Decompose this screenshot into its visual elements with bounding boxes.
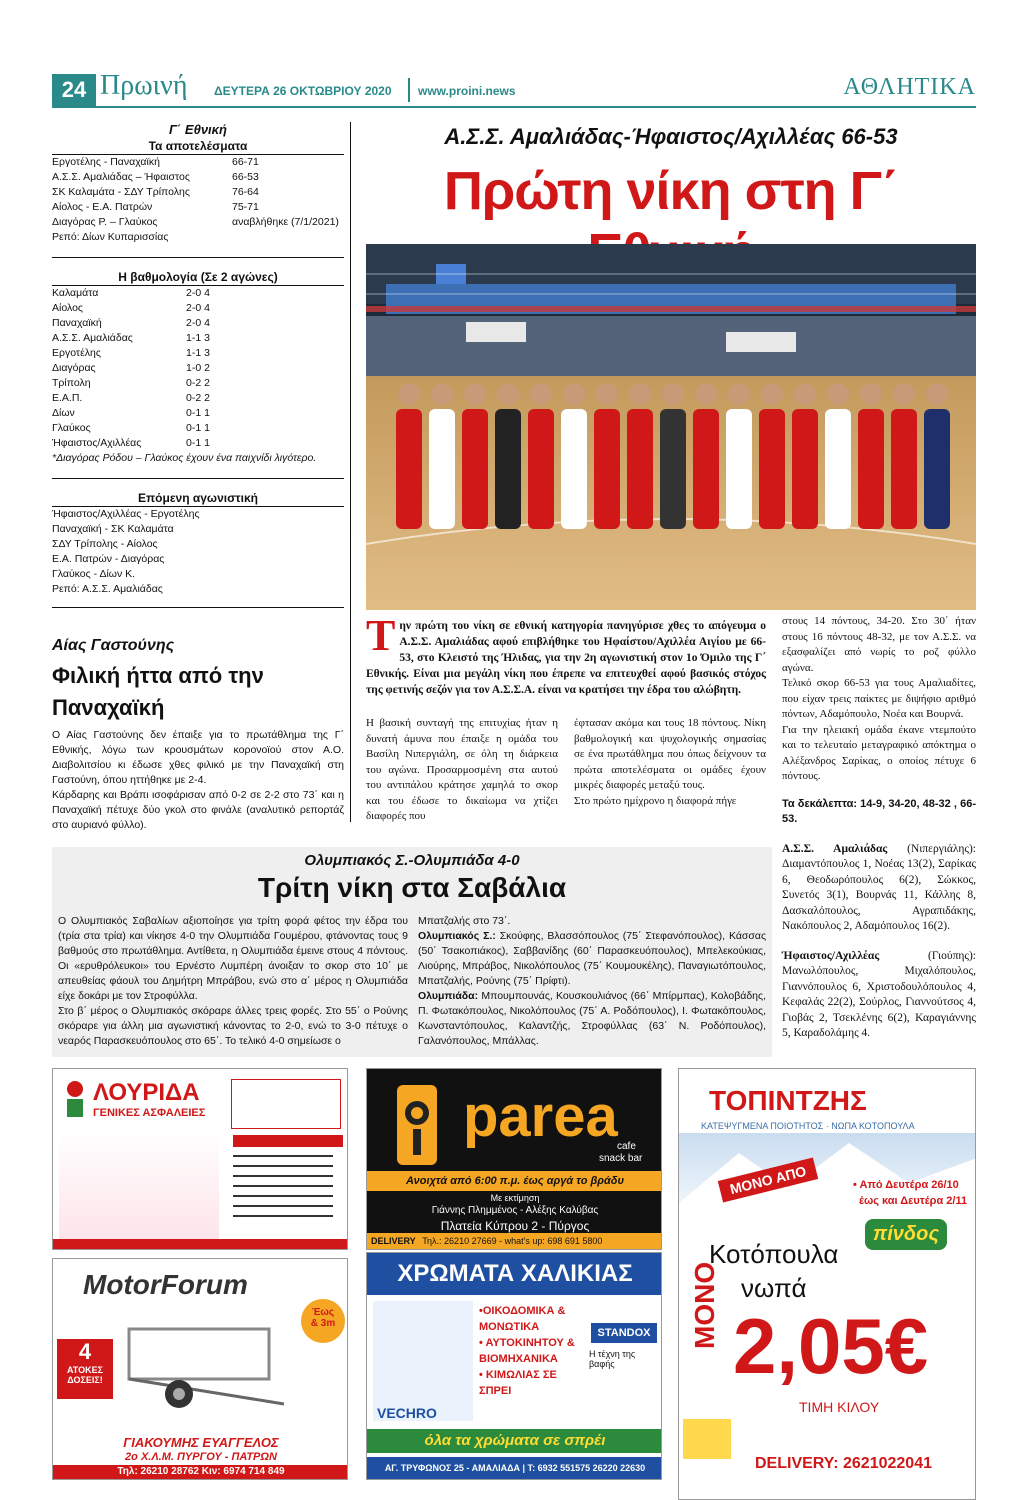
player-figure [561,409,587,529]
olympiakos-column-1 [58,914,408,1049]
row-team: Αίολος [52,302,83,314]
row-value: 75-71 [232,201,259,213]
player-figure [594,409,620,529]
row-team: Α.Σ.Σ. Αμαλιάδας [52,332,133,344]
table-row [52,185,344,200]
chromata-address: ΑΓ. ΤΡΥΦΩΝΟΣ 25 - ΑΜΑΛΙΑΔΑ | Τ: 6932 551575 26220 22630 [367,1457,662,1479]
next-round-list [52,507,344,597]
olympiakos-column-2 [418,914,766,1049]
topintzis-name: ΤΟΠΙΝΤΖΗΣ [709,1085,867,1116]
olympiakos-paragraph: Μπατζαλής στο 73΄. [418,915,511,927]
lineup-team: Ολυμπιάδα: [418,990,479,1002]
results-list [52,155,344,245]
louridas-footer [53,1239,348,1249]
chromata-service: •ΟΙΚΟΔΟΜΙΚΑ & ΜΟΝΩΤΙΚΑ [479,1305,566,1333]
table-row [52,316,344,331]
parea-name: parea [463,1084,618,1149]
roster-home [782,842,976,935]
chromata-slogan: όλα τα χρώματα σε σπρέι [367,1429,662,1453]
olympiakos-lineup [418,929,766,989]
results-title: Τα αποτελέσματα [52,139,344,155]
motorforum-phone: Τηλ: 26210 28762 Κιν: 6974 714 849 [53,1465,348,1479]
row-team: Καλαμάτα [52,287,99,299]
lineup-players: Μπουμπουνάς, Κουσκουλιάνος (66΄ Μπίρμπας), Κολοβάδης, Π. Φωτακόπουλος, Νικολόπουλος (75΄ Α. Ροδόπουλος), Ι. Φωτακόπουλος, Κωνσταντόπουλος, Καλαντζής, Στροφύλλας (63΄ Ν. Ροδόπουλος), Γαλανόπουλος, Μπάλλας. [418,990,766,1047]
player-figure [891,409,917,529]
topintzis-sub: ΚΑΤΕΨΥΓΜΕΝΑ ΠΟΙΟΤΗΤΟΣ · ΝΩΠΑ ΚΟΤΟΠΟΥΛΑ [701,1121,915,1131]
table-row [52,286,344,301]
roster-away-team: Ήφαιστος/Αχιλλέας [782,949,880,962]
list-item: Ρεπό: Α.Σ.Σ. Αμαλιάδας [52,583,163,595]
player-head [563,383,585,405]
player-figure [759,409,785,529]
row-team: Ε.Α.Π. [52,392,83,404]
row-team: Τρίπολη [52,377,91,389]
row-value: 2-0 4 [186,317,210,329]
louridas-photo [59,1129,219,1239]
badge-line2: ΔΟΣΕΙΣ! [67,1375,103,1385]
row-value: 66-53 [232,171,259,183]
chromata-service: • ΑΥΤΟΚΙΝΗΤΟΥ & ΒΙΟΜΗΧΑΝΙΚΑ [479,1337,575,1365]
louridas-logo-icon [61,1079,89,1119]
pindos-logo: πίνδος [865,1219,947,1250]
player-figure [792,409,818,529]
quarter-scores: Τα δεκάλεπτα: 14-9, 34-20, 48-32 , 66-53. [782,797,976,825]
louridas-banner [233,1135,343,1147]
parea-tag-snack: snack bar [599,1153,643,1164]
player-figure [858,409,884,529]
topintzis-mono: ΜΟΝΟ [689,1261,720,1349]
roster-home-team: Α.Σ.Σ. Αμαλιάδας [782,842,888,855]
player-head [464,383,486,405]
table-row [52,200,344,215]
league-title: Γ΄ Εθνική [169,122,227,137]
badge-number: 4 [78,1339,92,1364]
row-team: Αίολος - Ε.Α. Πατρών [52,201,153,213]
row-value: 2-0 4 [186,287,210,299]
list-item: Παναχαϊκή - ΣΚ Καλαμάτα [52,523,174,535]
row-team: Γλαύκος [52,422,91,434]
row-team: ΣΚ Καλαμάτα - ΣΔΥ Τρίπολης [52,186,190,198]
row-value: 76-64 [232,186,259,198]
player-figure [924,409,950,529]
row-team: Ρεπό: Δίων Κυπαρισσίας [52,231,169,243]
aias-paragraph: Ο Αίας Γαστούνης δεν έπαιξε για το πρωτάθλημα της Γ΄ Εθνικής, λόγω των κρουσμάτων κορονοϊού στον Α.Ο. Διαβολιτσίου κι έδωσε χθες φιλικό με την Παναχαϊκή στη Γαστούνη, όπου ηττήθηκε με 2-4. [52,729,344,786]
column-divider [350,122,351,822]
player-figure [825,409,851,529]
ad-chromata[interactable] [366,1252,662,1480]
row-team: Παναχαϊκή [52,317,102,329]
penefti-logo [683,1419,731,1459]
ad-parea[interactable] [366,1068,662,1250]
table-row [52,301,344,316]
lead-text: ην πρώτη του νίκη σε εθνική κατηγορία πανηγύρισε χθες το απόγευμα ο Α.Σ.Σ. Αμαλιάδας αφού επιβλήθηκε του Ηφαίστου/Αχιλλέα Αιγίου με 66-53, στο Κλειστό της Ήλιδας, για την 2η αγωνιστική στον 1ο Όμιλο της Γ΄ Εθνικής. Είναι μια μεγάλη νίκη που έπρεπε να επιτευχθεί αφού βασικός στόχος της φετινής σεζόν για τον Α.Σ.Σ.Α. είναι να κρατήσει την έδρα του αλώβητη. [366,620,766,696]
next-round-title: Επόμενη αγωνιστική [52,491,344,507]
player-figure [627,409,653,529]
row-value: 0-2 2 [186,392,210,404]
row-value: 1-0 2 [186,362,210,374]
standings-title: Η βαθμολογία (Σε 2 αγώνες) [52,270,344,286]
main-headline: Πρώτη νίκη στη Γ΄ [443,161,899,221]
list-item: Ήφαιστος/Αχιλλέας - Εργοτέλης [52,508,200,520]
motorforum-address: 2ο Χ.Λ.Μ. ΠΥΡΓΟΥ - ΠΑΤΡΩΝ [125,1451,277,1463]
table-row [52,346,344,361]
aias-body [52,728,344,833]
standox-logo: STANDOX [591,1323,657,1343]
header-separator [408,78,410,102]
lineup-team: Ολυμπιακός Σ.: [418,930,496,942]
row-team: Εργοτέλης [52,347,101,359]
main-lead [366,611,766,698]
main-column-1: Η βασική συνταγή της επιτυχίας ήταν η δυνατή άμυνα που έπαιξε η ομάδα του Βασίλη Νιπεργιάλη, σε όλη τη διάρκεια του αγώνα. Προσαρμοσμένη στα αυτού του αντιπάλου κράτησε χαμηλά το σκορ και του έδωσε το δικαίωμα να χτίζει διαφορές που [366,717,558,822]
row-team: Διαγόρας Ρ. – Γλαύκος [52,216,158,228]
row-team: Δίων [52,407,75,419]
parea-tag-cafe: cafe [617,1141,636,1152]
player-head [827,383,849,405]
motorforum-warranty [301,1299,345,1343]
parea-address: Πλατεία Κύπρου 2 - Πύργος [440,1219,590,1233]
drop-cap: Τ [366,611,396,660]
table-row [52,230,344,245]
parea-owners: Γιάννης Πλημμένος - Αλέξης Καλύβας [431,1205,599,1216]
ad-louridas[interactable] [52,1068,348,1250]
table-row [52,421,344,436]
olympiakos-paragraph: Ο Ολυμπιακός Σαβαλίων αξιοποίησε για τρίτη φορά φέτος την έδρα του (τρία στα τρία) και νίκησε 4-0 την Ολυμπιάδα Γουμέρου, φτάνοντας τους 9 βαθμούς στο πρωτάθλημα. Αντίθετα, η Ολυμπιάδα έμεινε στους 4 πόντους. Οι «ερυθρόλευκοι» του Ερνέστο Λυμπέρη άνοιξαν το σκορ στο 10΄ με απευθείας φάουλ του Δημήτρη Μπράβου, ενώ στο α΄ μέρος η Ολυμπιάδα είχε δοκάρι με τον Στροφύλλα. [58,915,408,1002]
player-head [530,383,552,405]
vechro-logo: VECHRO [377,1405,437,1421]
row-value: 1-1 3 [186,332,210,344]
website-url[interactable]: www.proini.news [418,84,516,98]
issue-date: ΔΕΥΤΕΡΑ 26 ΟΚΤΩΒΡΙΟΥ 2020 [214,84,392,98]
team-photo-image [366,244,976,610]
player-head [761,383,783,405]
chromata-services [479,1303,589,1399]
player-head [794,383,816,405]
topintzis-only: ΜΟΝΟ ΑΠΟ [718,1157,818,1202]
player-head [728,383,750,405]
list-item: Ε.Α. Πατρών - Διαγόρας [52,553,165,565]
column-3-text: στους 14 πόντους, 34-20. Στο 30΄ ήταν στους 16 πόντους 48-32, με τον Α.Σ.Σ. να εξασφαλίζει από νωρίς το ροζ φύλλο αγώνα. Τελικό σκορ 66-53 για τους Αμαλιαδίτες, που είχαν τρεις παίκτες με διψήφιο αριθμό πόντων, Αδαμόπουλο, Νοέα και Βουρνά. Για την ηλειακή ομάδα έκανε ντεμπούτο και το τελευταίο μεταγραφικό απόκτημα ο Αλέξανδρος Σαρίκας, ο οποίος πέτυχε 6 πόντους. [782,615,976,782]
player-head [629,383,651,405]
olympiakos-lineup [418,989,766,1049]
parea-delivery: DELIVERY [371,1236,416,1246]
table-row [52,331,344,346]
motorforum-badge [57,1339,113,1399]
ad-motorforum[interactable] [52,1258,348,1480]
player-figure [726,409,752,529]
player-figure [693,409,719,529]
player-figure [528,409,554,529]
aias-headline: Φιλική ήττα από την Παναχαϊκή [52,663,264,720]
row-team: Διαγόρας [52,362,96,374]
vechro-products [373,1301,473,1421]
table-row [52,215,344,230]
player-figure [462,409,488,529]
header-rule [52,106,976,108]
player-head [893,383,915,405]
player-head [497,383,519,405]
player-head [860,383,882,405]
player-head [662,383,684,405]
warranty-line2: & 3m [310,1318,336,1329]
table-row [52,436,344,451]
topintzis-delivery: DELIVERY: 2621022041 [755,1455,932,1472]
player-figure [495,409,521,529]
traffic-light-icon [397,1085,437,1165]
chromata-name: ΧΡΩΜΑΤΑ ΧΑΛΙΚΙΑΣ [367,1253,662,1295]
topintzis-dates2: έως και Δευτέρα 2/11 [859,1195,968,1207]
newspaper-brand: Πρωινή [100,70,188,101]
louridas-name: ΛΟΥΡΙΔΑ [93,1079,200,1106]
row-value: 66-71 [232,156,259,168]
row-team: Ήφαιστος/Αχιλλέας [52,437,142,449]
aias-kicker: Αίας Γαστούνης [52,637,175,654]
row-team: Εργοτέλης - Παναχαϊκή [52,156,160,168]
row-value [232,230,344,245]
team-photo [366,244,976,610]
table-row [52,391,344,406]
motorforum-name: MotorForum [83,1269,248,1300]
olympiakos-paragraph: Στο β΄ μέρος ο Ολυμπιακός σκόραρε άλλες τρεις φορές. Στο 55΄ ο Ρούνης σκόραρε για άλλη μια αγωνιστική κάνοντας το 2-0, ενώ το 3-0 πέτυχε ο νεαρός Παρασκευόπουλος στο 65΄. Το τελικό 4-0 σημείωσε ο [58,1005,408,1047]
row-value: 0-1 1 [186,437,210,449]
louridas-sub: ΓΕΝΙΚΕΣ ΑΣΦΑΛΕΙΕΣ [93,1107,206,1119]
player-figure [429,409,455,529]
warranty-line1: Έως [311,1307,335,1318]
topintzis-product2: νωπά [741,1273,807,1303]
louridas-services-box [231,1079,341,1129]
list-item: ΣΔΥ Τρίπολης - Αίολος [52,538,158,550]
table-row [52,376,344,391]
table-row [52,155,344,170]
chromata-service: • ΚΙΜΩΛΙΑΣ ΣΕ ΣΠΡΕΙ [479,1369,557,1397]
row-value: 2-0 4 [186,302,210,314]
topintzis-price: 2,05€ [733,1302,929,1390]
motorforum-owner: ΓΙΑΚΟΥΜΗΣ ΕΥΑΓΓΕΛΟΣ [123,1435,279,1450]
main-kicker: Α.Σ.Σ. Αμαλιάδας-Ήφαιστος/Αχιλλέας 66-53 [444,124,898,149]
standings-note: *Διαγόρας Ρόδου – Γλαύκος έχουν ένα παιχνίδι λιγότερο. [52,452,317,464]
parea-mgmt: Με εκτίμηση [490,1193,540,1203]
standings-table [52,286,344,451]
ad-topintzis[interactable] [678,1068,976,1500]
table-row [52,170,344,185]
louridas-offer-list [233,1153,343,1233]
row-value: 0-2 2 [186,377,210,389]
standox-sub: Η τέχνη της βαφής [589,1349,636,1369]
player-head [398,383,420,405]
parea-hours: Ανοιχτά από 6:00 π.μ. έως αργά το βράδυ [367,1171,662,1191]
topintzis-product1: Κοτόπουλα [709,1239,839,1269]
page-number: 24 [52,74,96,106]
roster-home-players: (Νιπεργιάλης): Διαμαντόπουλος 1, Νοέας 13(2), Σαρίκας 6, Θεοδωρόπουλος 6(2), Σώκκος, Συνετός 3(1), Βουρνάς 11, Κάλλης 8, Δασκαλόπουλος, Αγραπιδάκης, Νακόπουλος 2, Αδαμόπουλος 16(2). [782,842,977,932]
main-column-3 [782,614,976,1042]
table-row [52,361,344,376]
topintzis-unit: ΤΙΜΗ ΚΙΛΟΥ [799,1399,880,1415]
player-head [926,383,948,405]
parea-footer [367,1233,662,1249]
aias-paragraph: Κάρδαρης και Βράπι ισοφάρισαν από 0-2 σε 2-2 στο 73΄ και η Παναχαϊκή πέτυχε δύο γκολ στο φινάλε (αναλυτικό ρεπορτάζ στο αυριανό φύλλο). [52,789,344,831]
table-row [52,406,344,421]
row-value: 0-1 1 [186,422,210,434]
main-column-2: έφτασαν ακόμα και τους 18 πόντους. Νίκη βαθμολογική και ψυχολογικής σημασίας σε ένα πρωτάθλημα που όπως δείχνουν τα πρώτα αποτελέσματα οι ομάδες έχουν μικρές διαφορές μεταξύ τους. Στο πρώτο ημίχρονο η διαφορά πήγε [574,717,766,807]
parea-phone: Τηλ.: 26210 27669 - what's up: 698 691 5800 [422,1236,603,1246]
player-head [695,383,717,405]
roster-away [782,949,976,1042]
player-head [596,383,618,405]
player-figure [660,409,686,529]
section-title: ΑΘΛΗΤΙΚΑ [843,74,976,100]
player-head [431,383,453,405]
league-box [52,122,344,608]
list-item: Γλαύκος - Δίων Κ. [52,568,136,580]
roster-away-players: (Γιούπης): Μανωλόπουλος, Μιχαλόπουλος, Γιαννόπουλος 6, Χριστοδουλόπουλος 4, Κεφαλάς 22(2), Σούρλος, Γιαννούτσος 4, Γιοβάς 2, Τσεκλένης 6(2), Καραγιάννης 5, Καραδολάμης 4. [782,949,976,1039]
row-value: 0-1 1 [186,407,210,419]
trailer-icon [119,1319,289,1419]
lineup-players: Σκούφης, Βλασσόπουλος (75΄ Στεφανόπουλος), Κάσσας (50΄ Τσακοπιάκος), Σαββανίδης (60΄ Παρασκευόπουλος), Μπελεκούκιας, Λιούρης, Μπράβος, Νικολόπουλος (75΄ Κουμουκέλης), Παναγιωτόπουλος, Μπατζαλής, Ρούνης (75΄ Πρίφτι). [418,930,766,987]
row-value: 1-1 3 [186,347,210,359]
olympiakos-kicker: Ολυμπιακός Σ.-Ολυμπιάδα 4-0 [304,852,520,869]
player-figure [396,409,422,529]
row-team: Α.Σ.Σ. Αμαλιάδας – Ήφαιστος [52,171,190,183]
row-value: αναβλήθηκε (7/1/2021) [232,216,339,228]
olympiakos-headline: Τρίτη νίκη στα Σαβάλια [257,872,567,903]
topintzis-dates1: • Από Δευτέρα 26/10 [853,1179,959,1191]
badge-line1: ΑΤΟΚΕΣ [67,1365,103,1375]
